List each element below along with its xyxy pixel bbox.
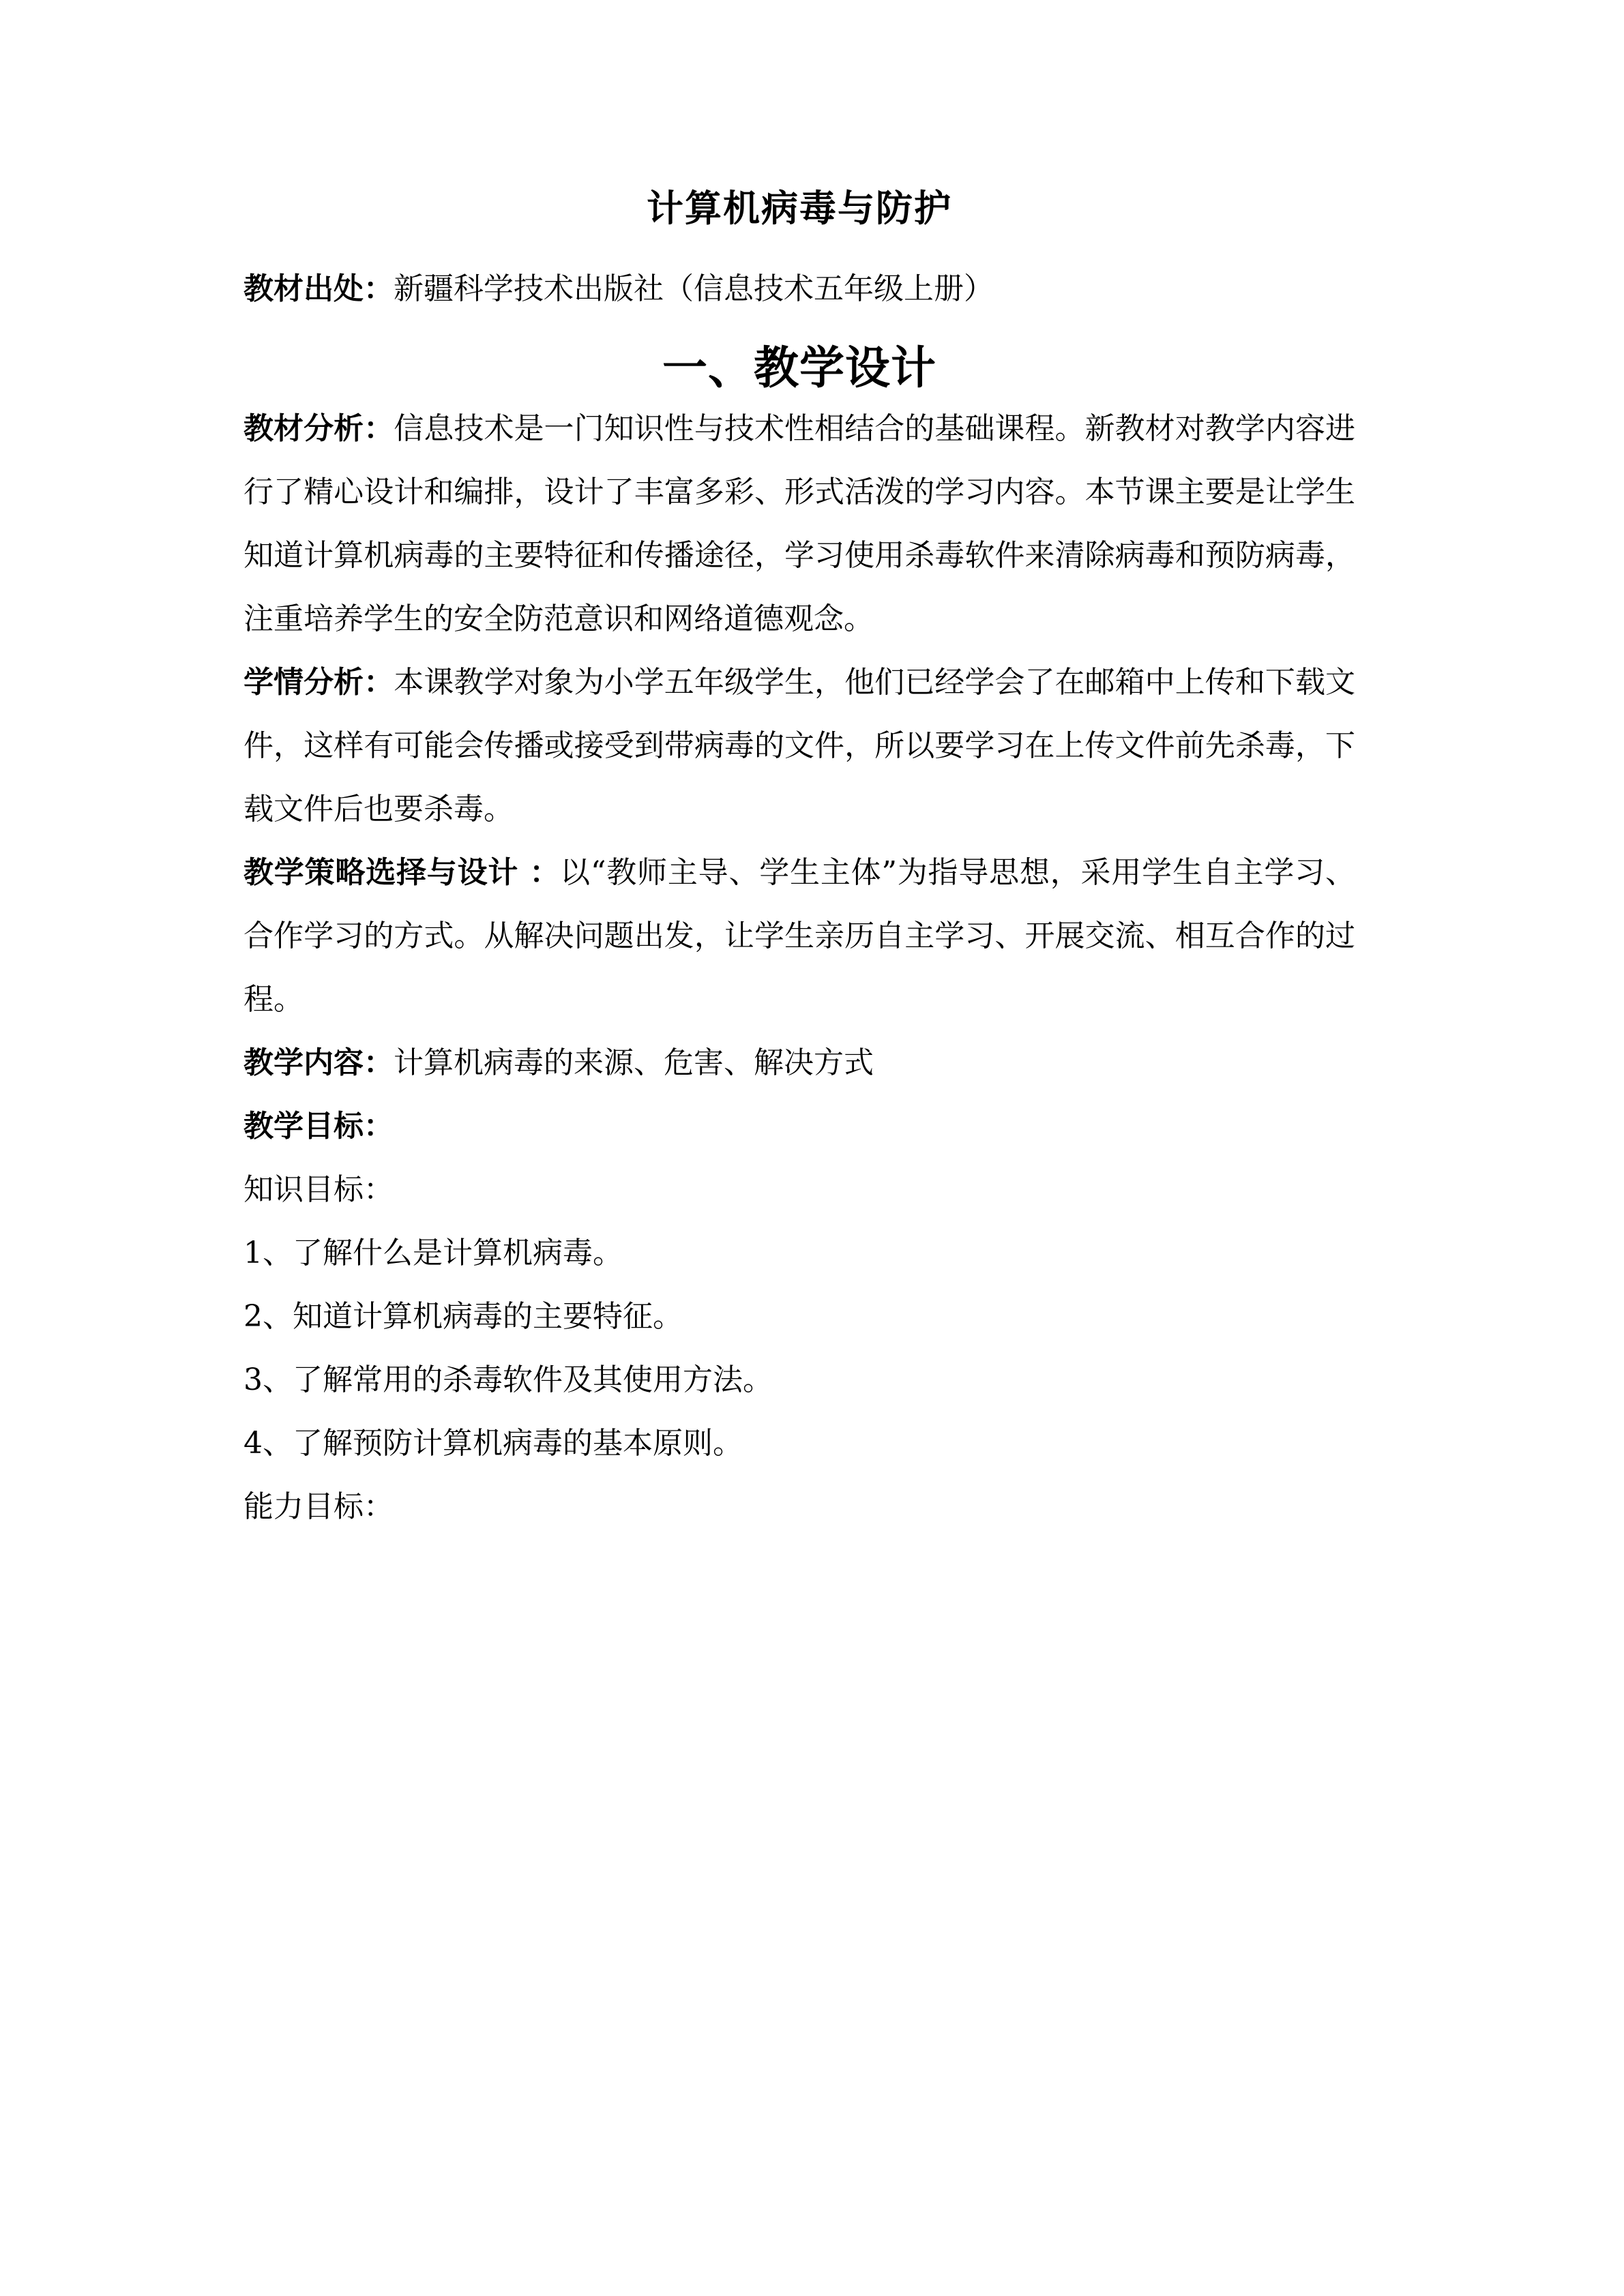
list-item: 2、知道计算机病毒的主要特征。: [243, 1299, 683, 1334]
paragraph-text-textbook-analysis: 信息技术是一门知识性与技术性相结合的基础课程。新教材对教学内容进行了精心设计和编排，设计了丰富多彩、形式活泼的学习内容。本节课主要是让学生知道计算机病毒的主要特征和传播途径，学习使用杀毒软件来清除病毒和预防病毒，注重培养学生的安全防范意识和网络道德观念。: [243, 411, 1356, 636]
textbook-source-value: 新疆科学技术出版社（信息技术五年级上册）: [394, 271, 994, 306]
section-heading-teaching-design: 一、教学设计: [662, 341, 936, 394]
textbook-source-line: [243, 226, 1355, 320]
paragraph-teaching-strategy: [243, 841, 1355, 1031]
heading-teaching-objectives: 教学目标：: [243, 1109, 394, 1144]
heading-knowledge-objectives: 知识目标：: [243, 1172, 394, 1207]
document-title: 计算机病毒与防护: [647, 186, 952, 230]
paragraph-label-teaching-content: 教学内容：: [243, 1045, 394, 1080]
document-content: [243, 0, 1355, 1538]
paragraph-teaching-content: [243, 1031, 1355, 1094]
paragraph-label-teaching-strategy: 教学策略选择与设计 ：: [243, 855, 561, 890]
heading-ability-objectives: 能力目标：: [243, 1489, 394, 1524]
list-item: 1、了解什么是计算机病毒。: [243, 1236, 623, 1270]
textbook-source-label: 教材出处：: [243, 271, 394, 306]
paragraph-student-analysis: [243, 651, 1355, 841]
list-item: 4、了解预防计算机病毒的基本原则。: [243, 1426, 743, 1461]
paragraph-label-student-analysis: 学情分析：: [243, 665, 394, 700]
paragraph-text-teaching-strategy: 以“教师主导、学生主体”为指导思想，采用学生自主学习、合作学习的方式。从解决问题出发，让学生亲历自主学习、开展交流、相互合作的过程。: [243, 855, 1355, 1017]
paragraph-text-student-analysis: 本课教学对象为小学五年级学生，他们已经学会了在邮箱中上传和下载文件，这样有可能会传播或接受到带病毒的文件，所以要学习在上传文件前先杀毒，下载文件后也要杀毒。: [243, 665, 1356, 826]
list-item: 3、了解常用的杀毒软件及其使用方法。: [243, 1362, 773, 1397]
paragraph-label-textbook-analysis: 教材分析：: [243, 411, 394, 446]
paragraph-textbook-analysis: [243, 397, 1355, 651]
paragraph-text-teaching-content: 计算机病毒的来源、危害、解决方式: [394, 1045, 874, 1080]
